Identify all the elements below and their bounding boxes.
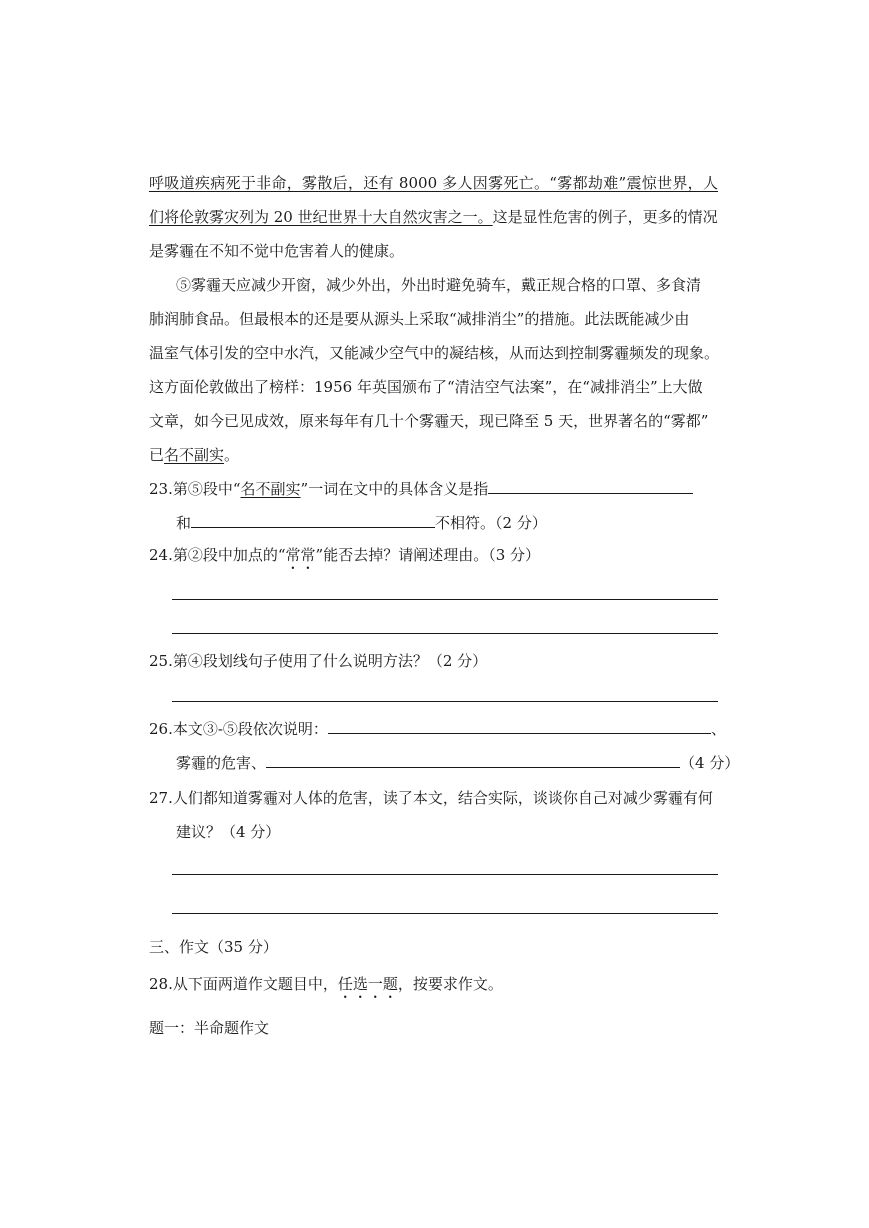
dotted-word: 常常 xyxy=(285,546,316,564)
underlined-sentence: 们将伦敦雾灾列为 20 世纪世界十大自然灾害之一。 xyxy=(149,208,493,226)
answer-blank[interactable] xyxy=(488,478,693,494)
question-23-line2: 和 不相符。（2 分） xyxy=(176,514,547,532)
answer-line[interactable] xyxy=(172,913,718,914)
passage-p5-line4: 这方面伦敦做出了榜样：1956 年英国颁布了“清洁空气法案”，在“减排消尘”上大做 xyxy=(149,378,703,396)
answer-line[interactable] xyxy=(172,701,718,702)
question-28: 28.从下面两道作文题目中，任选一题，按要求作文。 xyxy=(149,975,503,993)
answer-blank[interactable] xyxy=(266,752,680,768)
passage-p5-line2: 肺润肺食品。但最根本的还是要从源头上采取“减排消尘”的措施。此法既能减少由 xyxy=(149,310,690,328)
question-25: 25.第④段划线句子使用了什么说明方法？（2 分） xyxy=(149,652,488,670)
answer-line[interactable] xyxy=(172,874,718,875)
answer-blank[interactable] xyxy=(328,718,711,734)
section-heading: 三、作文（35 分） xyxy=(149,938,278,956)
answer-line[interactable] xyxy=(172,599,718,600)
underlined-phrase: 名不副实 xyxy=(164,446,225,464)
answer-line[interactable] xyxy=(172,633,718,634)
passage-p5-line1: ⑤雾霾天应减少开窗，减少外出，外出时避免骑车，戴正规合格的口罩、多食清 xyxy=(176,276,702,294)
dotted-word: 任选一题 xyxy=(337,975,398,993)
question-24: 24.第②段中加点的“常常”能否去掉？请阐述理由。（3 分） xyxy=(149,546,541,564)
question-26-line2: 雾霾的危害、 （4 分） xyxy=(176,754,740,772)
passage-p4-line1 xyxy=(149,172,718,194)
topic-1: 题一：半命题作文 xyxy=(149,1019,270,1037)
question-26: 26.本文③-⑤段依次说明： 、 xyxy=(149,720,726,738)
passage-p5-line6: 已名不副实。 xyxy=(149,446,240,464)
passage-p5-line5: 文章，如今已见成效，原来每年有几十个雾霾天，现已降至 5 天，世界著名的“雾都” xyxy=(149,412,709,430)
passage-p4-line3: 是雾霾在不知不觉中危害着人的健康。 xyxy=(149,242,405,260)
underlined-sentence: 呼吸道疾病死于非命，雾散后，还有 8000 多人因雾死亡。“雾都劫难”震惊世界，人 xyxy=(149,174,718,192)
question-23: 23.第⑤段中“名不副实”一词在文中的具体含义是指 xyxy=(149,478,693,500)
answer-blank[interactable] xyxy=(191,512,435,528)
passage-p4-line2: 们将伦敦雾灾列为 20 世纪世界十大自然灾害之一。这是显性危害的例子，更多的情况 xyxy=(149,208,718,226)
passage-p5-line3: 温室气体引发的空中水汽，又能减少空气中的凝结核，从而达到控制雾霾频发的现象。 xyxy=(149,344,720,362)
question-27: 27.人们都知道雾霾对人体的危害，读了本文，结合实际，谈谈你自己对减少雾霾有何 xyxy=(149,789,713,807)
question-27-line2: 建议？（4 分） xyxy=(176,823,281,841)
